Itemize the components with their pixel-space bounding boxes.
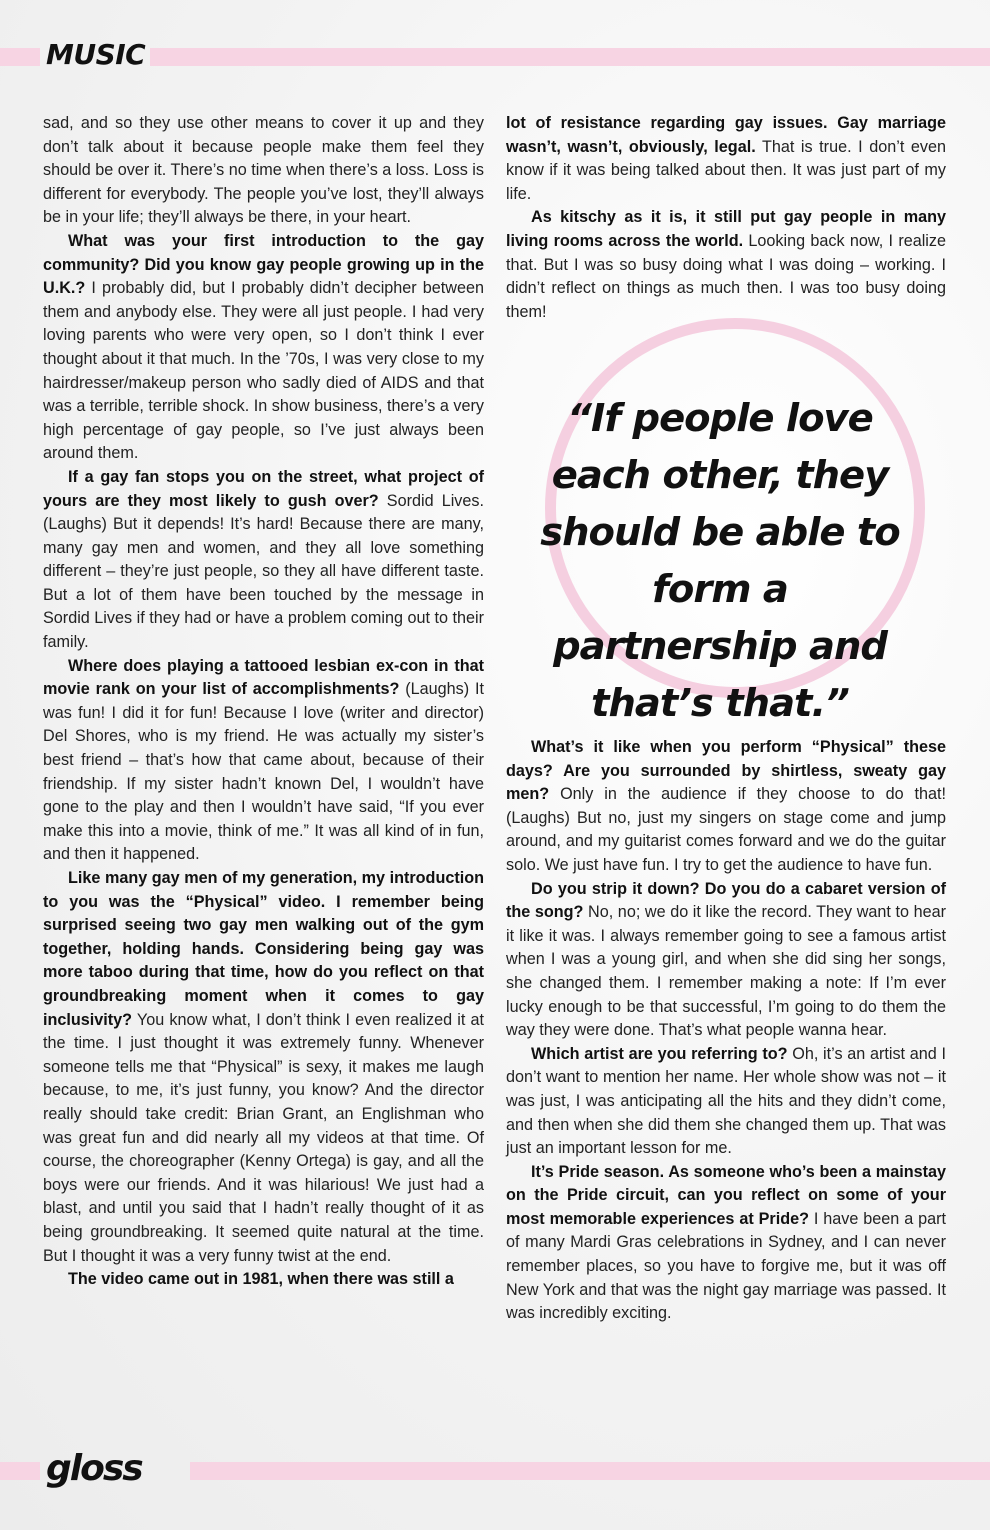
paragraph	[43, 1268, 484, 1292]
right-column-top	[506, 112, 946, 324]
paragraph	[43, 112, 484, 230]
answer: That is true. I don’t even know if it was being talked about then. It was just part of my life.	[506, 137, 946, 203]
footer-bar-left	[0, 1462, 40, 1480]
paragraph	[43, 655, 484, 867]
paragraph	[506, 1161, 946, 1326]
answer: You know what, I don’t think I even realized it at the time. I just thought it was extremely funny. Whenever someone tells me that “Physical” is sexy, it makes me laugh because, to me, it’s just funny, you know? And the director really should take credit: Brian Grant, an Englishman who was great fun and did nearly all my videos at that time. Of course, the choreographer (Kenny Ortega) is gay, and all the boys were our friends. And it was hilarious! We just had a blast, and until you said that I hadn’t really thought of it as being groundbreaking. It seemed quite natural at the time. But I thought it was a very funny twist at the end.	[43, 1010, 484, 1265]
paragraph	[506, 1043, 946, 1161]
question: What was your first introduction to the gay community? Did you know gay people growing up in the U.K.?	[43, 231, 484, 298]
question: It’s Pride season. As someone who’s been a mainstay on the Pride circuit, can you reflect on some of your most memorable experiences at Pride?	[506, 1162, 946, 1228]
footer-bar-right	[190, 1462, 990, 1480]
pull-quote: “If people love each other, they should be able to form a partnership and that’s that.”	[540, 396, 900, 726]
question: Which artist are you referring to?	[531, 1044, 788, 1063]
question: Where does playing a tattooed lesbian ex-con in that movie rank on your list of accomplishments?	[43, 656, 484, 699]
question: As kitschy as it is, it still put gay people in many living rooms across the world.	[506, 208, 946, 250]
page-footer	[0, 1448, 990, 1496]
right-column-bottom	[506, 736, 946, 1326]
answer: No, no; we do it like the record. They want to hear it like it was. I always remember going to see a famous artist when I was a young girl, and when she did sing her songs, she changed them. I remember making a note: If I’m ever lucky enough to be that successful, I’m going to do them the way they were done. That’s what people wanna hear.	[506, 903, 946, 1040]
answer: sad, and so they use other means to cover it up and they don’t talk about it because people make them feel they should be over it. There’s no time when there’s a loss. Loss is different for everybody. The people you’ve lost, they’ll always be in your life; they’ll always be there, in your heart.	[43, 114, 484, 227]
answer: Only in the audience if they choose to do that! (Laughs) But no, just my singers on stage come and jump around, and my guitarist comes forward and we do the guitar solo. We just have fun. I try to get the audience to have fun.	[506, 785, 946, 874]
answer: (Laughs) It was fun! I did it for fun! Because I love (writer and director) Del Shores, who is my friend. He was actually my sister’s best friend – that’s how that came about, because of their friendship. If my sister hadn’t known Del, I wouldn’t have gone to the play and then I wouldn’t have said, “If you ever make this into a movie, think of me.” It was all kind of in fun, and then it happened.	[43, 680, 484, 864]
answer: I probably did, but I probably didn’t decipher between them and anybody else. They were all just people. I had very loving parents who were very open, so I don’t think I ever thought about it that much. In the ’70s, I was very close to my hairdresser/makeup person who sadly died of AIDS and that was a terrible, terrible shock. In show business, there’s a very high percentage of gay people, so I’ve just always been around them.	[43, 279, 484, 463]
answer: I have been a part of many Mardi Gras celebrations in Sydney, and I can never remember places, so you have to forgive me, but it was off New York and that was the night gay marriage was passed. It was incredibly exciting.	[506, 1209, 946, 1323]
paragraph	[506, 736, 946, 878]
paragraph	[43, 230, 484, 466]
paragraph	[506, 112, 946, 206]
answer: Sordid Lives. (Laughs) But it depends! It’s hard! Because there are many, many gay men and women, and they all love something different – they’re just people, so they all have different taste. But a lot of them have been touched by the message in Sordid Lives if they had or have a problem coming out to their family.	[43, 491, 484, 652]
question: If a gay fan stops you on the street, what project of yours are they most likely to gush over?	[43, 467, 484, 510]
paragraph	[506, 878, 946, 1043]
question: The video came out in 1981, when there was still a	[68, 1270, 454, 1289]
question: What’s it like when you perform “Physical” these days? Are you surrounded by shirtless, sweaty gay men?	[506, 738, 946, 804]
section-title: MUSIC	[46, 38, 146, 71]
question: Like many gay men of my generation, my introduction to you was the “Physical” video. I remember being surprised seeing two gay men walking out of the gym together, holding hands. Considering being gay was more taboo during that time, how do you reflect on that groundbreaking moment when it comes to gay inclusivity?	[43, 869, 484, 1029]
question: lot of resistance regarding gay issues. Gay marriage wasn’t, wasn’t, obviously, legal.	[506, 114, 946, 156]
gloss-logo: gloss	[46, 1448, 142, 1489]
paragraph	[506, 206, 946, 324]
question: Do you strip it down? Do you do a cabaret version of the song?	[506, 879, 946, 922]
header-bar-left	[0, 48, 40, 66]
page-header	[0, 38, 990, 78]
answer: Oh, it’s an artist and I don’t want to mention her name. Her whole show was not – it was just, I was anticipating all the hits and they didn’t come, and then when she did them she changed them up. That was just an important lesson for me.	[506, 1044, 946, 1158]
header-bar-right	[150, 48, 990, 66]
paragraph	[43, 466, 484, 655]
paragraph	[43, 867, 484, 1268]
answer: Looking back now, I realize that. But I was so busy doing what I was doing – working. I didn’t reflect on things as much then. I was too busy doing them!	[506, 231, 947, 321]
left-column	[43, 112, 484, 1292]
